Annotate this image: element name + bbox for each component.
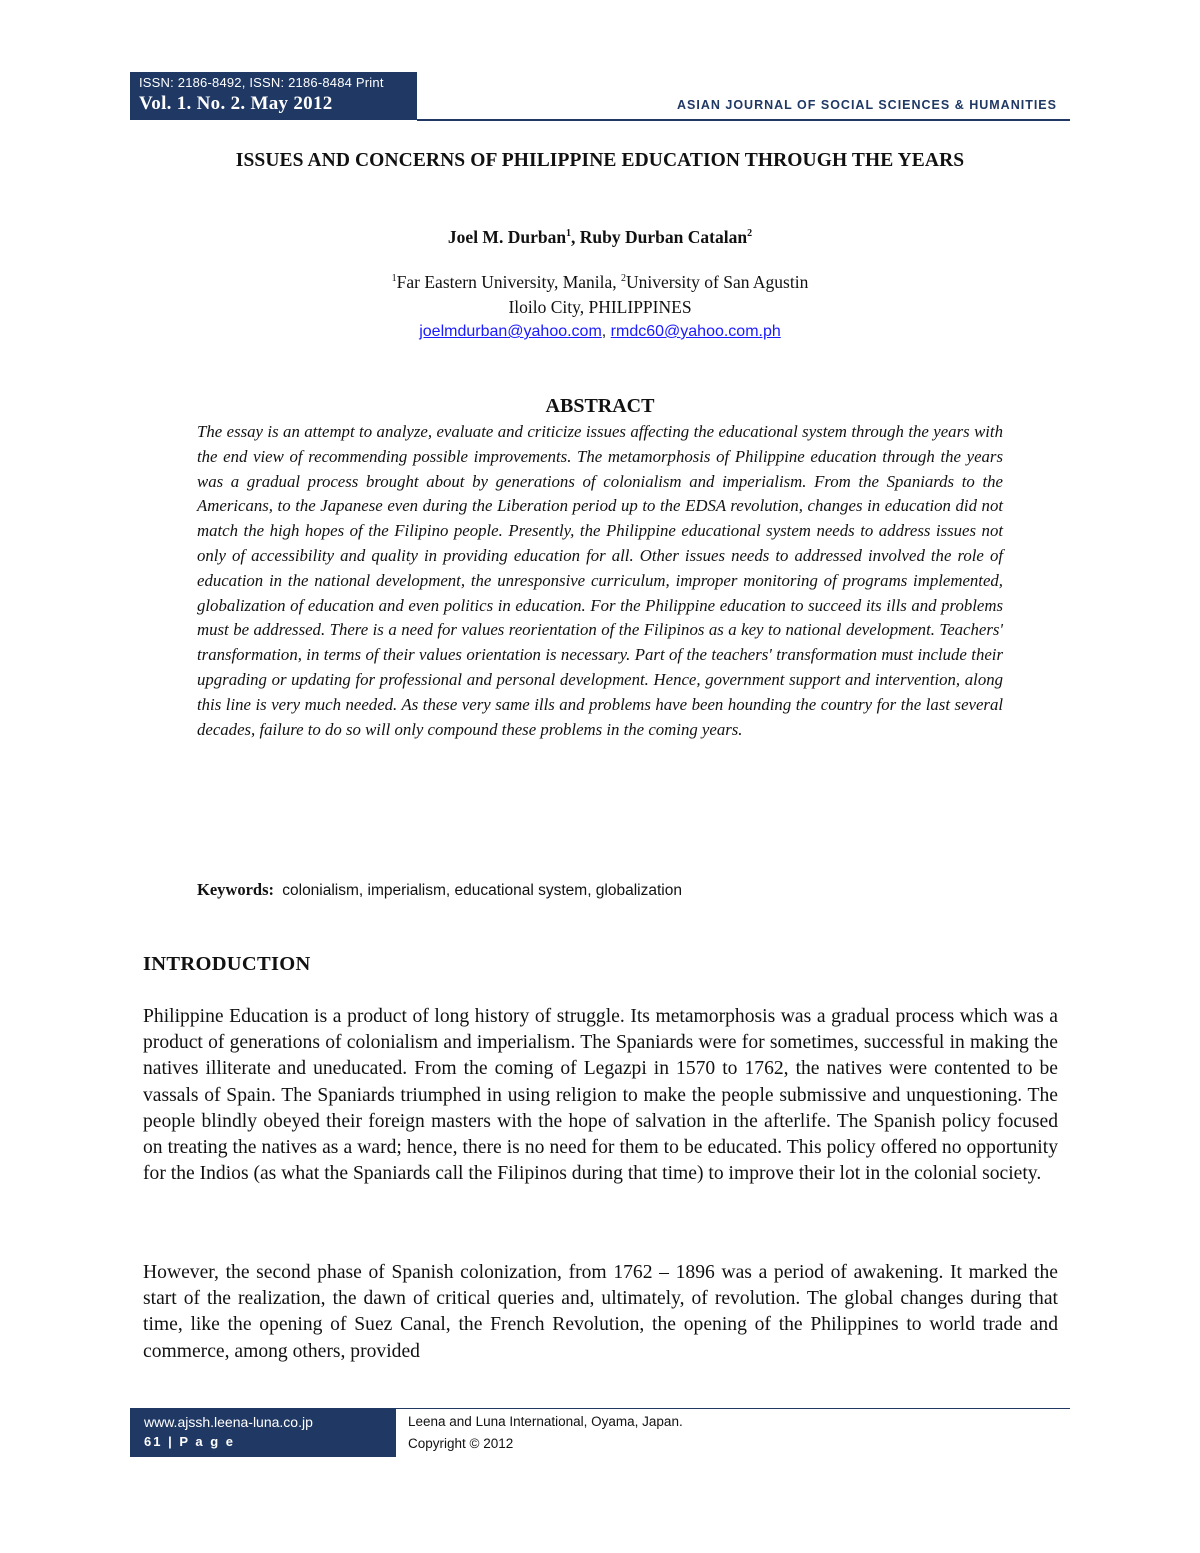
- footer-copyright: Copyright © 2012: [408, 1436, 514, 1451]
- abstract-text: The essay is an attempt to analyze, evaluate and criticize issues affecting the educational system through the years with the end view of recommending possible improvements. The metamorphosis of Philippine education through the years was a gradual process brought about by generations of colonialism and imperialism. From the Spaniards to the Americans, to the Japanese even during the Liberation period up to the EDSA revolution, changes in education did not match the high hopes of the Filipino people. Presently, the Philippine educational system needs to address issues not only of accessibility and quality in providing education for all. Other issues needs to addressed involved the role of education in the national development, the unresponsive curriculum, improper monitoring of programs implemented, globalization of education and even politics in education. For the Philippine education to succeed its ills and problems must be addressed. There is a need for values reorientation of the Filipinos as a key to national development. Teachers' transformation, in terms of their values orientation is necessary. Part of the teachers' transformation must include their upgrading or updating for professional and personal development. Hence, government support and intervention, along this line is very much needed. As these very same ills and problems have been hounding the country for the last several decades, failure to do so will only compound these problems in the coming years.: [197, 422, 1003, 739]
- affiliation-line-1: [0, 272, 1200, 293]
- affiliation-2: University of San Agustin: [626, 272, 809, 292]
- author-emails: [0, 323, 1200, 341]
- header-journal-box: [130, 72, 417, 120]
- intro-paragraph-1: Philippine Education is a product of long history of struggle. Its metamorphosis was a gradual process which was a product of generations of colonialism and imperialism. The Spaniards were for sometimes, successful in making the natives illiterate and uneducated. From the coming of Legazpi in 1570 to 1762, the natives were contented to be vassals of Spain. The Spaniards triumphed in using religion to make the people submissive and unquestioning. The people blindly obeyed their foreign masters with the hope of salvation in the afterlife. The Spanish policy focused on treating the natives as a ward; hence, there is no need for them to be educated. This policy offered no opportunity for the Indios (as what the Spaniards call the Filipinos during that time) to improve their lot in the colonial society.: [143, 1006, 1058, 1185]
- keywords-line: [197, 880, 682, 900]
- email-separator: ,: [601, 323, 611, 340]
- footer-box: [130, 1409, 396, 1457]
- authors-line: Joel M. Durban$^1$, Ruby Durban Catalan$^2$: [447, 227, 753, 247]
- keywords-label: Keywords:: [197, 880, 274, 899]
- footer-publisher: Leena and Luna International, Oyama, Japan.: [408, 1414, 683, 1429]
- issn-text: ISSN: 2186-8492, ISSN: 2186-8484 Print: [139, 75, 384, 90]
- page-number: 61 | P a g e: [144, 1434, 235, 1449]
- volume-text: Vol. 1. No. 2. May 2012: [139, 93, 333, 114]
- email-link-2[interactable]: rmdc60@yahoo.com.ph: [610, 323, 781, 340]
- introduction-heading: INTRODUCTION: [143, 953, 311, 975]
- footer-url[interactable]: www.ajssh.leena-luna.co.jp: [144, 1414, 313, 1430]
- email-link-1[interactable]: joelmdurban@yahoo.com: [419, 323, 602, 340]
- paper-title: ISSUES AND CONCERNS OF PHILIPPINE EDUCATION THROUGH THE YEARS: [235, 150, 965, 171]
- author-sup: 2: [747, 228, 753, 240]
- abstract-heading: ABSTRACT: [545, 395, 655, 417]
- header-divider: [417, 119, 1070, 121]
- affiliation-1: Far Eastern University, Manila,: [396, 272, 622, 292]
- affil-sup: 1: [391, 273, 397, 285]
- author-name: Ruby Durban Catalan: [579, 227, 748, 247]
- intro-paragraph-2: However, the second phase of Spanish colonization, from 1762 – 1896 was a period of awakening. It marked the start of the realization, the dawn of critical queries and, ultimately, of revolution. The global changes during that time, like the opening of Suez Canal, the French Revolution, the opening of the Philippines to world trade and commerce, among others, provided: [143, 1262, 1058, 1362]
- journal-name: ASIAN JOURNAL OF SOCIAL SCIENCES & HUMANITIES: [677, 98, 1057, 112]
- keywords-values: colonialism, imperialism, educational system, globalization: [282, 882, 682, 899]
- affil-sup: 2: [621, 273, 627, 285]
- author-sup: 1: [566, 228, 572, 240]
- affiliation-line-2: Iloilo City, PHILIPPINES: [508, 297, 692, 317]
- author-name: Joel M. Durban: [447, 227, 567, 247]
